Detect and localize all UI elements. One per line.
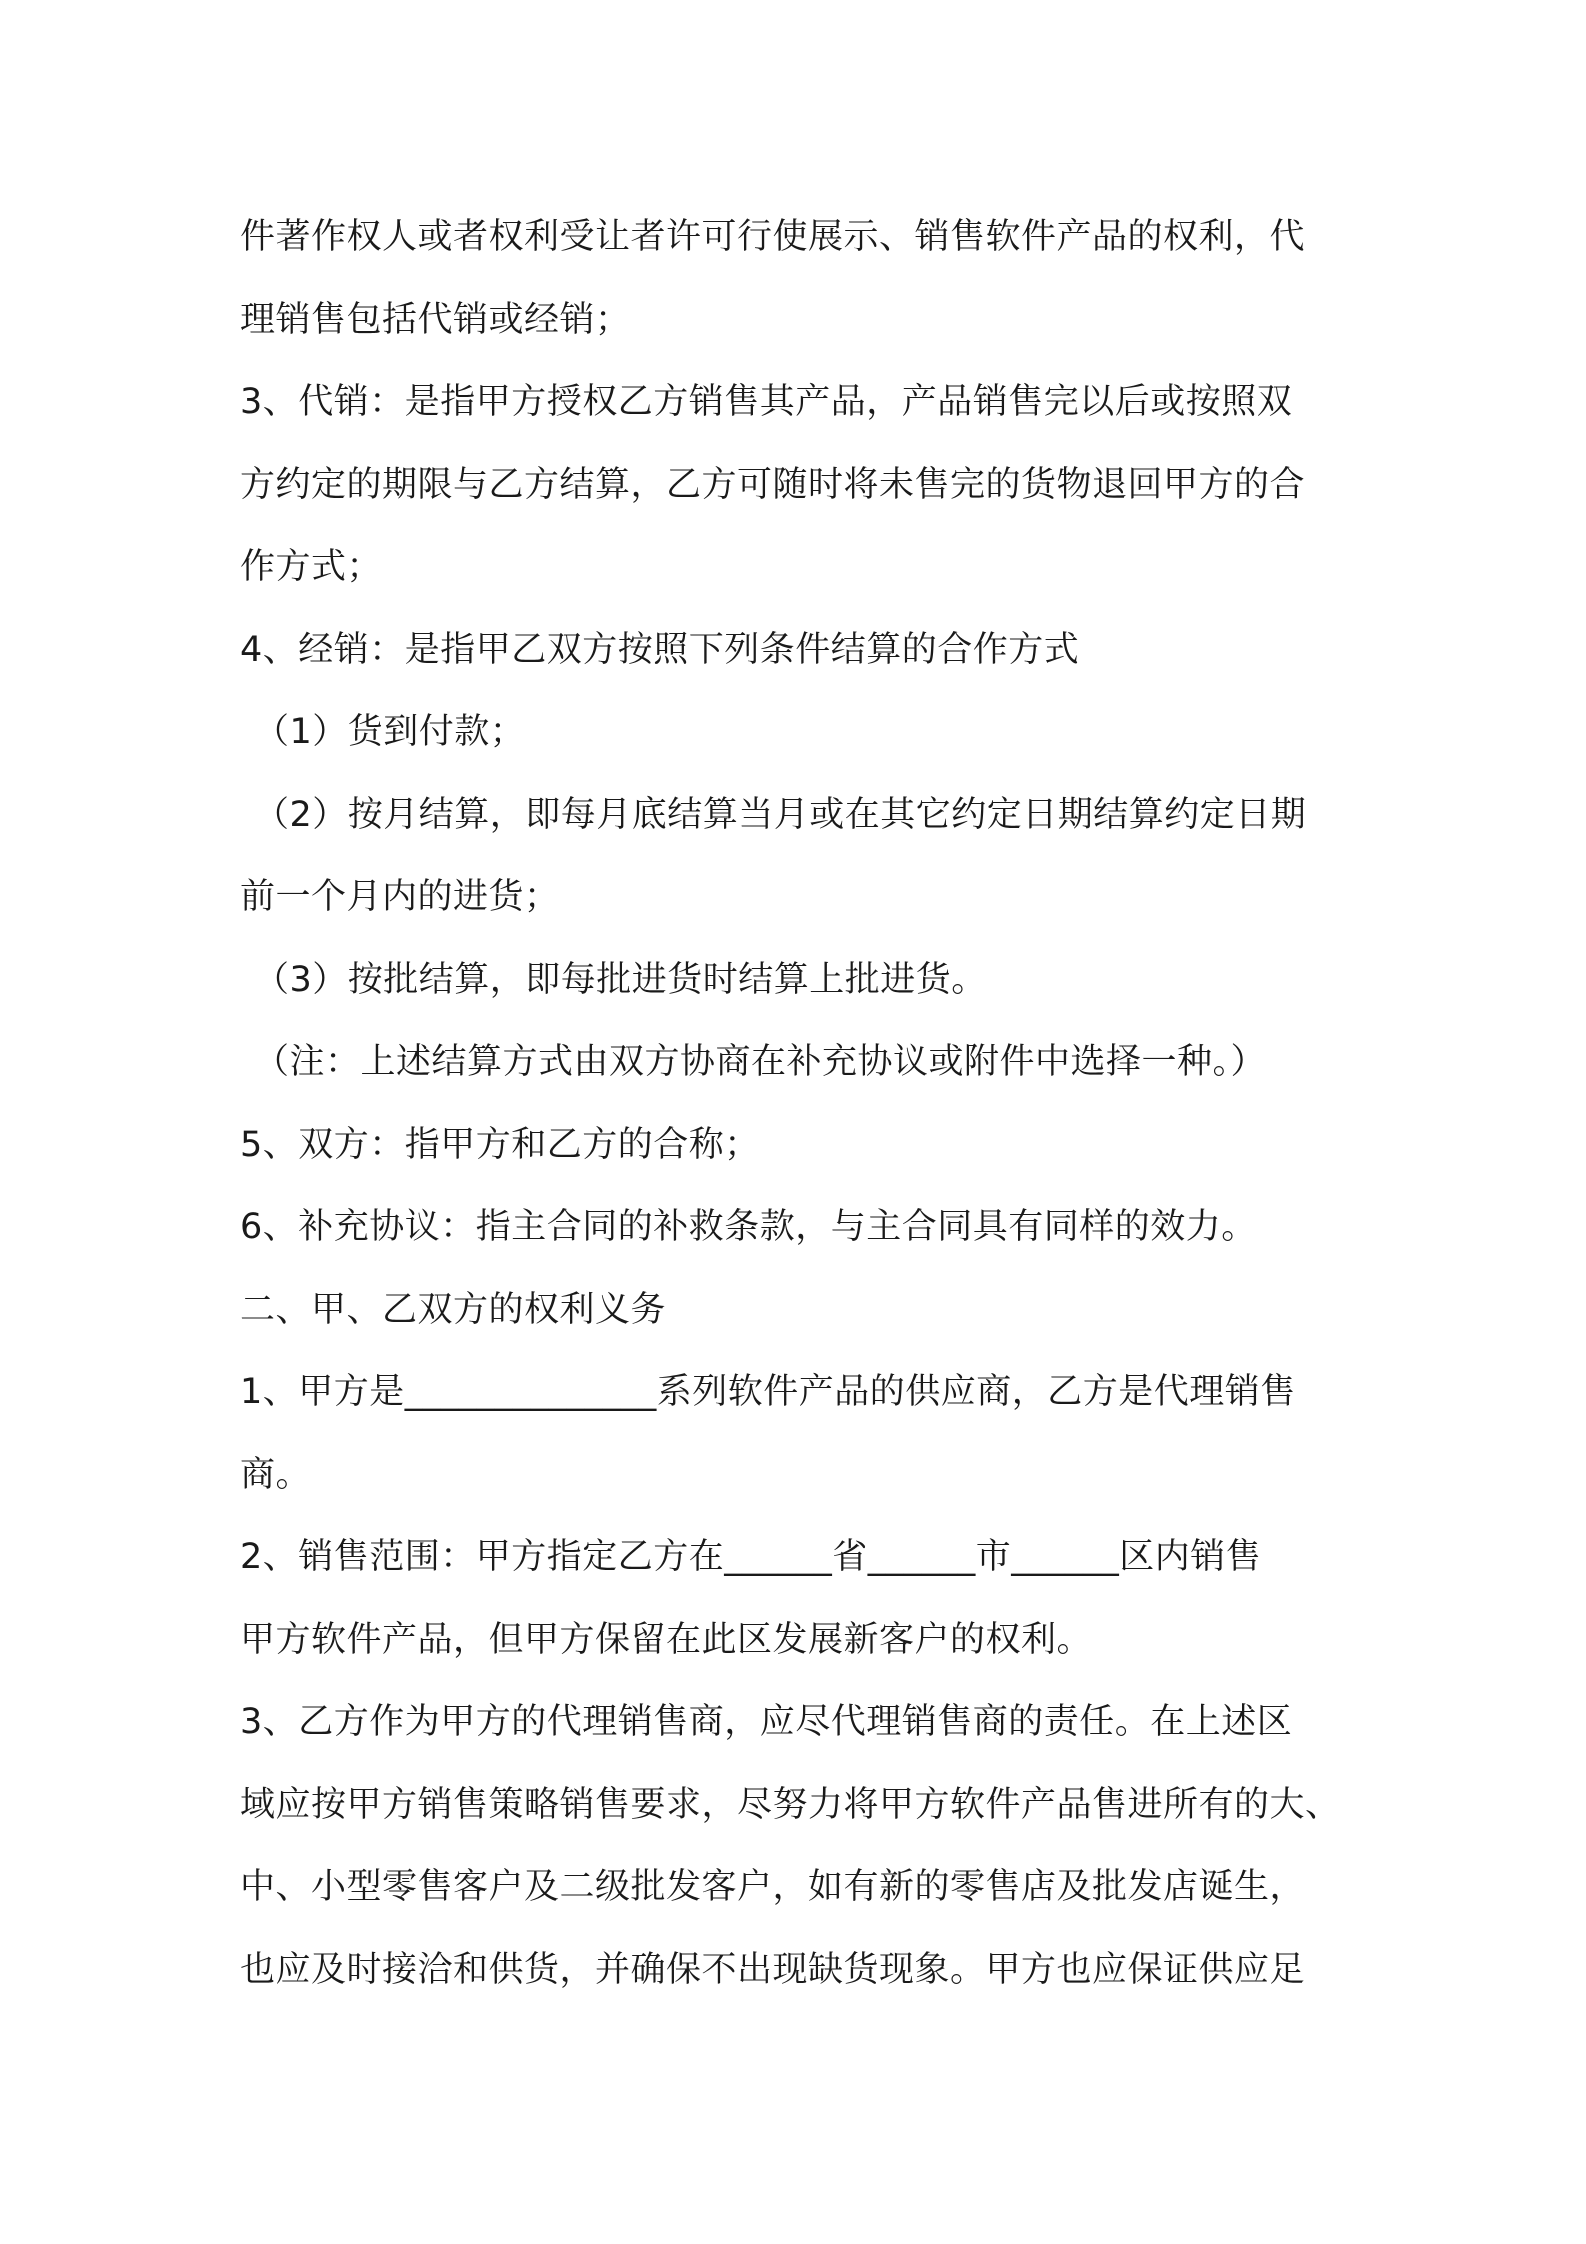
text-line: （1）货到付款； [254,712,526,752]
text-line: 中、小型零售客户及二级批发客户，如有新的零售店及批发店诞生， [240,1867,1306,1907]
text-line: 3、乙方作为甲方的代理销售商，应尽代理销售商的责任。在上述区 [240,1702,1293,1742]
text-line: 1、甲方是______________系列软件产品的供应商，乙方是代理销售 [240,1372,1296,1412]
text-line: （注：上述结算方式由双方协商在补充协议或附件中选择一种。） [254,1042,1267,1082]
text-line: 域应按甲方销售策略销售要求，尽努力将甲方软件产品售进所有的大、 [240,1784,1341,1825]
text-line: 方约定的期限与乙方结算，乙方可随时将未售完的货物退回甲方的合 [240,464,1306,505]
text-line: 4、经销：是指甲乙双方按照下列条件结算的合作方式 [240,629,1080,670]
text-line: 甲方软件产品，但甲方保留在此区发展新客户的权利。 [240,1619,1093,1660]
section-heading: 二、甲、乙双方的权利义务 [240,1289,667,1330]
text-line: （3）按批结算，即每批进货时结算上批进货。 [254,959,987,1000]
text-line: 也应及时接洽和供货，并确保不出现缺货现象。甲方也应保证供应足 [240,1949,1306,1990]
text-line: 前一个月内的进货； [240,877,560,917]
text-line: （2）按月结算，即每月底结算当月或在其它约定日期结算约定日期 [254,794,1307,835]
text-line: 件著作权人或者权利受让者许可行使展示、销售软件产品的权利，代 [240,217,1306,257]
text-line: 2、销售范围：甲方指定乙方在______省______市______区内销售 [240,1537,1262,1577]
document-body [240,196,1370,2011]
text-line: 5、双方：指甲方和乙方的合称； [240,1124,760,1165]
text-line: 作方式； [240,547,383,587]
text-line: 6、补充协议：指主合同的补救条款，与主合同具有同样的效力。 [240,1207,1257,1247]
text-line: 3、代销：是指甲方授权乙方销售其产品，产品销售完以后或按照双 [240,382,1293,422]
text-line: 商。 [240,1454,312,1495]
text-line: 理销售包括代销或经销； [240,299,631,340]
